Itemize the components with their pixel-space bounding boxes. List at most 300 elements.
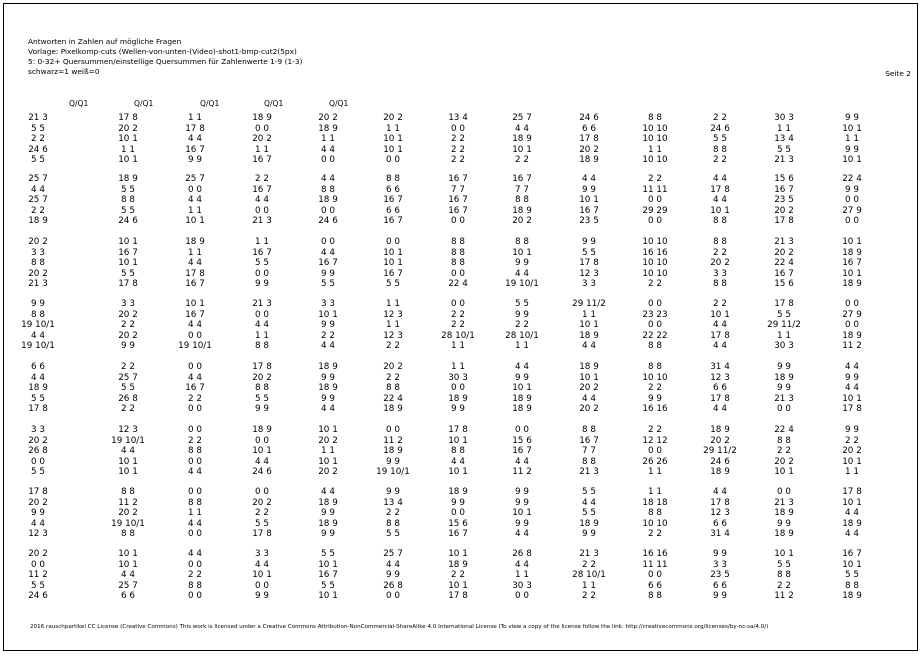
table-cell: 20 2 — [383, 362, 403, 372]
table-cell: 0 0 — [188, 184, 202, 195]
table-cell: 5 5 — [777, 144, 791, 155]
table-cell: 17 8 — [252, 529, 272, 539]
table-cell: 1 1 — [386, 123, 400, 134]
table-cell: 10 10 — [642, 155, 668, 165]
table-cell: 2 2 — [777, 580, 791, 591]
table-cell: 0 0 — [648, 299, 662, 309]
table-cell: 1 1 — [845, 134, 859, 144]
table-cell: 0 0 — [515, 425, 529, 435]
table-cell: 28 10/1 — [441, 330, 475, 341]
table-cell: 12 3 — [383, 309, 403, 320]
table-cell: 8 8 — [31, 258, 45, 268]
table-cell: 8 8 — [713, 279, 727, 289]
table-cell: 1 1 — [255, 237, 269, 247]
table-cell: 0 0 — [451, 508, 465, 518]
table-cell: 4 4 — [31, 372, 45, 383]
table-cell: 0 0 — [648, 320, 662, 330]
table-cell: 4 4 — [121, 446, 135, 456]
table-cell: 8 8 — [121, 529, 135, 539]
table-cell: 20 2 — [318, 467, 338, 477]
table-cell: 17 8 — [252, 362, 272, 372]
table-cell: 2 2 — [777, 446, 791, 456]
table-cell: 1 1 — [777, 330, 791, 341]
table-cell: 4 4 — [515, 456, 529, 467]
table-cell: 19 10/1 — [21, 320, 55, 330]
table-cell: 20 2 — [28, 268, 48, 279]
table-cell: 25 7 — [118, 372, 138, 383]
table-cell: 8 8 — [582, 456, 596, 467]
table-cell: 19 10/1 — [111, 518, 145, 529]
table-cell: 10 10 — [642, 237, 668, 247]
table-cell: 4 4 — [845, 362, 859, 372]
table-cell: 8 8 — [648, 113, 662, 123]
table-cell: 9 9 — [321, 268, 335, 279]
table-cell: 17 8 — [579, 258, 599, 268]
table-cell: 0 0 — [451, 268, 465, 279]
table-cell: 1 1 — [255, 330, 269, 341]
table-cell: 0 0 — [777, 404, 791, 414]
table-cell: 18 9 — [710, 425, 730, 435]
table-cell: 6 6 — [648, 580, 662, 591]
table-cell: 4 4 — [188, 518, 202, 529]
table-cell: 18 9 — [579, 330, 599, 341]
table-cell: 2 2 — [188, 570, 202, 580]
table-cell: 20 2 — [579, 383, 599, 393]
table-cell: 11 2 — [28, 570, 48, 580]
table-cell: 29 11/2 — [703, 446, 737, 456]
table-cell: 3 3 — [582, 279, 596, 289]
table-cell: 2 2 — [321, 330, 335, 341]
table-cell: 0 0 — [255, 123, 269, 134]
table-cell: 4 4 — [713, 487, 727, 497]
table-cell: 1 1 — [188, 508, 202, 518]
table-cell: 24 6 — [252, 467, 272, 477]
table-cell: 2 2 — [713, 155, 727, 165]
table-cell: 22 4 — [774, 258, 794, 268]
table-cell: 18 9 — [512, 205, 532, 216]
table-cell: 8 8 — [255, 341, 269, 351]
table-cell: 11 2 — [118, 497, 138, 508]
table-cell: 4 4 — [321, 144, 335, 155]
table-cell: 10 1 — [383, 258, 403, 268]
table-cell: 10 1 — [318, 591, 338, 601]
table-cell: 15 6 — [512, 435, 532, 446]
table-cell: 8 8 — [648, 508, 662, 518]
table-cell: 16 7 — [185, 279, 205, 289]
table-cell: 1 1 — [386, 299, 400, 309]
table-cell: 18 9 — [842, 279, 862, 289]
table-cell: 15 6 — [774, 279, 794, 289]
table-cell: 20 2 — [842, 446, 862, 456]
table-cell: 10 1 — [318, 425, 338, 435]
table-cell: 5 5 — [31, 123, 45, 134]
table-cell: 9 9 — [321, 529, 335, 539]
table-cell: 10 1 — [842, 456, 862, 467]
table-cell: 10 1 — [118, 155, 138, 165]
table-cell: 16 7 — [774, 184, 794, 195]
table-cell: 5 5 — [121, 383, 135, 393]
table-cell: 16 16 — [642, 404, 668, 414]
table-cell: 25 7 — [28, 195, 48, 205]
table-cell: 0 0 — [451, 299, 465, 309]
table-cell: 0 0 — [255, 435, 269, 446]
table-cell: 27 9 — [842, 309, 862, 320]
table-cell: 1 1 — [648, 467, 662, 477]
table-cell: 1 1 — [582, 309, 596, 320]
table-cell: 0 0 — [386, 237, 400, 247]
table-cell: 2 2 — [188, 435, 202, 446]
table-cell: 2 2 — [648, 425, 662, 435]
table-cell: 22 4 — [842, 174, 862, 184]
table-cell: 29 11/2 — [767, 320, 801, 330]
table-cell: 6 6 — [582, 123, 596, 134]
table-cell: 2 2 — [515, 320, 529, 330]
table-cell: 16 16 — [642, 549, 668, 559]
table-cell: 5 5 — [255, 393, 269, 404]
table-cell: 8 8 — [713, 216, 727, 226]
table-cell: 16 7 — [579, 205, 599, 216]
table-cell: 2 2 — [648, 174, 662, 184]
table-cell: 4 4 — [515, 123, 529, 134]
table-cell: 1 1 — [188, 247, 202, 258]
table-cell: 17 8 — [118, 279, 138, 289]
table-cell: 2 2 — [31, 134, 45, 144]
table-cell: 21 3 — [28, 279, 48, 289]
table-cell: 10 1 — [118, 456, 138, 467]
table-cell: 9 9 — [451, 404, 465, 414]
table-cell: 1 1 — [121, 144, 135, 155]
table-cell: 20 2 — [710, 435, 730, 446]
table-cell: 23 5 — [579, 216, 599, 226]
table-cell: 16 7 — [774, 268, 794, 279]
table-cell: 0 0 — [386, 425, 400, 435]
table-cell: 4 4 — [515, 559, 529, 570]
table-cell: 18 9 — [448, 393, 468, 404]
table-cell: 0 0 — [515, 591, 529, 601]
table-cell: 9 9 — [31, 508, 45, 518]
table-cell: 10 1 — [842, 559, 862, 570]
table-cell: 0 0 — [188, 425, 202, 435]
table-cell: 30 3 — [774, 341, 794, 351]
table-cell: 4 4 — [188, 320, 202, 330]
table-cell: 0 0 — [845, 320, 859, 330]
table-cell: 2 2 — [515, 155, 529, 165]
license-footer: 2016 rauschpartikel CC License (Creative Commons) This work is licensed under a Creative Commons Attribution-NonCommercial-ShareAlike 4.0 International License (To view a copy of the license follow the link: http://creativecommons.org/licenses/by-nc-sa/4.0/) — [30, 624, 769, 630]
table-cell: 8 8 — [255, 383, 269, 393]
table-cell: 1 1 — [451, 341, 465, 351]
table-cell: 17 8 — [774, 299, 794, 309]
table-cell: 13 4 — [448, 113, 468, 123]
table-cell: 0 0 — [321, 205, 335, 216]
table-cell: 18 9 — [842, 518, 862, 529]
table-cell: 8 8 — [515, 195, 529, 205]
table-cell: 9 9 — [515, 258, 529, 268]
table-cell: 1 1 — [321, 446, 335, 456]
table-cell: 20 2 — [28, 435, 48, 446]
table-cell: 2 2 — [386, 372, 400, 383]
table-cell: 17 8 — [710, 497, 730, 508]
table-cell: 18 9 — [448, 559, 468, 570]
table-cell: 2 2 — [451, 144, 465, 155]
table-cell: 20 2 — [579, 404, 599, 414]
table-cell: 17 8 — [842, 404, 862, 414]
table-cell: 8 8 — [713, 144, 727, 155]
table-cell: 21 3 — [774, 237, 794, 247]
table-cell: 8 8 — [713, 237, 727, 247]
table-cell: 10 1 — [579, 195, 599, 205]
table-cell: 24 6 — [28, 144, 48, 155]
table-cell: 25 7 — [185, 174, 205, 184]
table-cell: 3 3 — [321, 299, 335, 309]
table-cell: 23 5 — [710, 570, 730, 580]
table-cell: 2 2 — [255, 174, 269, 184]
table-cell: 16 7 — [252, 155, 272, 165]
table-cell: 9 9 — [451, 497, 465, 508]
table-cell: 4 4 — [845, 529, 859, 539]
table-cell: 9 9 — [121, 341, 135, 351]
table-cell: 1 1 — [648, 144, 662, 155]
table-cell: 5 5 — [321, 279, 335, 289]
table-cell: 24 6 — [710, 456, 730, 467]
table-cell: 0 0 — [648, 216, 662, 226]
table-cell: 0 0 — [648, 195, 662, 205]
table-cell: 24 6 — [118, 216, 138, 226]
table-cell: 1 1 — [386, 320, 400, 330]
table-cell: 10 1 — [448, 467, 468, 477]
table-cell: 0 0 — [188, 330, 202, 341]
table-cell: 0 0 — [188, 559, 202, 570]
table-cell: 9 9 — [255, 591, 269, 601]
table-cell: 25 7 — [28, 174, 48, 184]
column-header: Q/Q1 — [264, 99, 284, 108]
table-cell: 0 0 — [255, 309, 269, 320]
table-cell: 18 9 — [318, 123, 338, 134]
table-cell: 9 9 — [321, 393, 335, 404]
table-cell: 10 1 — [579, 372, 599, 383]
table-cell: 4 4 — [451, 456, 465, 467]
table-cell: 25 7 — [118, 580, 138, 591]
table-cell: 10 1 — [118, 134, 138, 144]
table-cell: 10 1 — [185, 299, 205, 309]
table-cell: 4 4 — [582, 497, 596, 508]
table-cell: 16 7 — [383, 216, 403, 226]
table-cell: 12 12 — [642, 435, 668, 446]
table-cell: 10 10 — [642, 518, 668, 529]
table-cell: 0 0 — [31, 456, 45, 467]
table-cell: 18 9 — [579, 155, 599, 165]
table-cell: 21 3 — [252, 216, 272, 226]
table-cell: 9 9 — [845, 425, 859, 435]
table-cell: 0 0 — [188, 404, 202, 414]
table-cell: 2 2 — [713, 247, 727, 258]
table-cell: 0 0 — [777, 487, 791, 497]
table-cell: 16 7 — [512, 174, 532, 184]
table-cell: 5 5 — [31, 393, 45, 404]
table-cell: 17 8 — [28, 404, 48, 414]
table-cell: 10 1 — [842, 123, 862, 134]
table-cell: 12 3 — [710, 372, 730, 383]
table-cell: 2 2 — [188, 393, 202, 404]
table-cell: 20 2 — [774, 205, 794, 216]
table-cell: 5 5 — [321, 580, 335, 591]
table-cell: 22 4 — [448, 279, 468, 289]
table-cell: 6 6 — [713, 580, 727, 591]
table-cell: 4 4 — [255, 320, 269, 330]
table-cell: 20 2 — [383, 113, 403, 123]
table-cell: 20 2 — [318, 113, 338, 123]
table-cell: 9 9 — [321, 372, 335, 383]
table-cell: 2 2 — [582, 591, 596, 601]
table-cell: 16 7 — [252, 247, 272, 258]
table-cell: 10 1 — [318, 309, 338, 320]
table-cell: 16 7 — [118, 247, 138, 258]
table-cell: 9 9 — [845, 144, 859, 155]
table-cell: 20 2 — [28, 237, 48, 247]
table-cell: 8 8 — [451, 237, 465, 247]
table-cell: 7 7 — [515, 184, 529, 195]
table-cell: 24 6 — [318, 216, 338, 226]
table-cell: 0 0 — [451, 383, 465, 393]
table-cell: 2 2 — [386, 341, 400, 351]
table-cell: 10 1 — [118, 549, 138, 559]
table-cell: 4 4 — [582, 341, 596, 351]
table-cell: 0 0 — [845, 216, 859, 226]
table-cell: 2 2 — [713, 113, 727, 123]
table-cell: 9 9 — [582, 184, 596, 195]
table-cell: 0 0 — [188, 487, 202, 497]
table-cell: 6 6 — [121, 591, 135, 601]
table-cell: 8 8 — [321, 184, 335, 195]
table-cell: 2 2 — [648, 529, 662, 539]
table-cell: 13 4 — [774, 134, 794, 144]
table-cell: 8 8 — [515, 237, 529, 247]
table-cell: 10 1 — [448, 435, 468, 446]
table-cell: 16 7 — [318, 570, 338, 580]
table-cell: 30 3 — [774, 113, 794, 123]
header-title: Antworten in Zahlen auf mögliche Fragen — [28, 37, 182, 46]
table-cell: 18 9 — [512, 134, 532, 144]
table-cell: 18 18 — [642, 497, 668, 508]
table-cell: 10 10 — [642, 258, 668, 268]
table-cell: 10 1 — [252, 446, 272, 456]
table-cell: 19 10/1 — [376, 467, 410, 477]
table-cell: 4 4 — [31, 184, 45, 195]
table-cell: 20 2 — [512, 216, 532, 226]
table-cell: 20 2 — [252, 497, 272, 508]
table-cell: 18 9 — [579, 362, 599, 372]
table-cell: 0 0 — [845, 299, 859, 309]
table-cell: 18 9 — [28, 216, 48, 226]
table-cell: 8 8 — [31, 309, 45, 320]
table-cell: 25 7 — [512, 113, 532, 123]
table-cell: 4 4 — [582, 393, 596, 404]
table-cell: 16 7 — [842, 549, 862, 559]
table-cell: 12 3 — [383, 330, 403, 341]
table-cell: 17 8 — [28, 487, 48, 497]
table-cell: 21 3 — [774, 393, 794, 404]
table-cell: 10 1 — [118, 559, 138, 570]
table-cell: 10 1 — [710, 309, 730, 320]
table-cell: 1 1 — [188, 205, 202, 216]
table-cell: 17 8 — [185, 123, 205, 134]
table-cell: 5 5 — [713, 134, 727, 144]
table-cell: 17 8 — [710, 393, 730, 404]
table-cell: 5 5 — [255, 518, 269, 529]
table-cell: 0 0 — [188, 456, 202, 467]
table-cell: 2 2 — [255, 508, 269, 518]
table-cell: 2 2 — [451, 134, 465, 144]
table-cell: 2 2 — [121, 404, 135, 414]
table-cell: 2 2 — [451, 309, 465, 320]
table-cell: 5 5 — [31, 467, 45, 477]
table-cell: 3 3 — [713, 268, 727, 279]
table-cell: 31 4 — [710, 362, 730, 372]
table-cell: 17 8 — [579, 134, 599, 144]
table-cell: 4 4 — [515, 268, 529, 279]
table-cell: 5 5 — [386, 279, 400, 289]
table-cell: 6 6 — [713, 518, 727, 529]
table-cell: 9 9 — [845, 113, 859, 123]
table-cell: 0 0 — [386, 591, 400, 601]
table-cell: 10 1 — [383, 134, 403, 144]
table-cell: 11 11 — [642, 559, 668, 570]
table-cell: 17 8 — [118, 113, 138, 123]
header-legend: schwarz=1 weiß=0 — [28, 67, 100, 76]
table-cell: 31 4 — [710, 529, 730, 539]
table-cell: 9 9 — [31, 299, 45, 309]
table-cell: 10 10 — [642, 123, 668, 134]
table-cell: 11 2 — [774, 591, 794, 601]
table-cell: 8 8 — [648, 591, 662, 601]
column-header: Q/Q1 — [200, 99, 220, 108]
table-cell: 10 1 — [774, 467, 794, 477]
table-cell: 17 8 — [842, 487, 862, 497]
table-cell: 0 0 — [386, 155, 400, 165]
table-cell: 8 8 — [121, 487, 135, 497]
table-cell: 5 5 — [582, 487, 596, 497]
table-cell: 16 7 — [579, 435, 599, 446]
table-cell: 22 4 — [383, 393, 403, 404]
table-cell: 8 8 — [386, 174, 400, 184]
table-cell: 23 5 — [774, 195, 794, 205]
table-cell: 20 2 — [118, 309, 138, 320]
table-cell: 10 1 — [842, 268, 862, 279]
table-cell: 4 4 — [713, 320, 727, 330]
table-cell: 27 9 — [842, 205, 862, 216]
table-cell: 18 9 — [512, 393, 532, 404]
table-cell: 17 8 — [710, 184, 730, 195]
table-cell: 0 0 — [451, 123, 465, 134]
table-cell: 10 1 — [185, 216, 205, 226]
table-cell: 21 3 — [579, 467, 599, 477]
table-cell: 10 10 — [642, 268, 668, 279]
table-cell: 17 8 — [185, 268, 205, 279]
table-cell: 8 8 — [845, 580, 859, 591]
table-cell: 3 3 — [31, 425, 45, 435]
table-cell: 15 6 — [774, 174, 794, 184]
table-cell: 26 8 — [512, 549, 532, 559]
table-cell: 8 8 — [188, 446, 202, 456]
table-cell: 25 7 — [383, 549, 403, 559]
table-cell: 20 2 — [774, 247, 794, 258]
table-cell: 9 9 — [777, 362, 791, 372]
table-cell: 9 9 — [845, 184, 859, 195]
table-cell: 5 5 — [121, 184, 135, 195]
table-cell: 8 8 — [648, 341, 662, 351]
table-cell: 0 0 — [321, 155, 335, 165]
table-cell: 18 9 — [185, 237, 205, 247]
table-cell: 21 3 — [252, 299, 272, 309]
